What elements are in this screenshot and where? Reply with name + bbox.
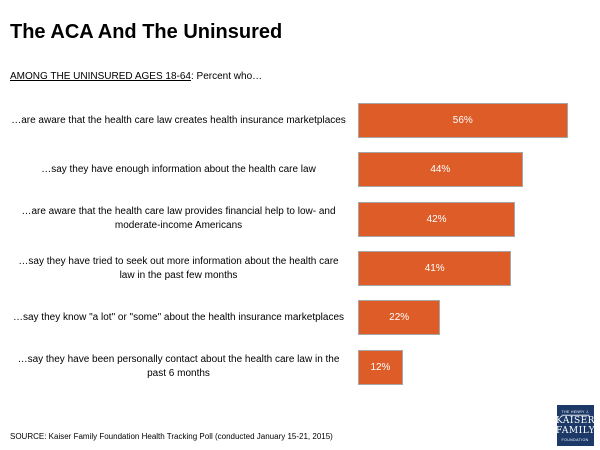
- category-label: …are aware that the health care law creates health insurance marketplaces: [11, 114, 346, 126]
- category-label: …are aware that the health care law provides financial help to low- and moderate-income Americans: [21, 206, 336, 232]
- category-label: …say they have been personally contact about the health care law in the past 6 months: [17, 354, 340, 380]
- chart-row: [10, 293, 590, 342]
- bar: [358, 152, 523, 187]
- bar-track: [358, 103, 590, 138]
- chart-row: [10, 145, 590, 194]
- bar-track: [358, 350, 590, 385]
- bar: [358, 103, 568, 138]
- bar-chart: [10, 96, 590, 392]
- category-label: …say they have enough information about the health care law: [41, 163, 316, 175]
- chart-row: [10, 244, 590, 293]
- subtitle-underlined-text: AMONG THE UNINSURED AGES 18-64: [10, 71, 191, 82]
- page-title: The ACA And The Uninsured: [10, 21, 283, 43]
- bar-track: [358, 251, 590, 286]
- bar: [358, 350, 403, 385]
- logo-line-henry-j: THE HENRY J.: [561, 409, 590, 414]
- bar-value-label: 12%: [370, 361, 391, 373]
- subtitle-rest-text: : Percent who…: [190, 71, 263, 82]
- bar-track: [358, 202, 590, 237]
- bar-value-label: 22%: [389, 312, 410, 324]
- logo-line-family: FAMILY: [555, 425, 596, 436]
- category-label: …say they have tried to seek out more information about the health care law in the past few months: [18, 255, 339, 281]
- bar: [358, 202, 515, 237]
- bar-value-label: 41%: [424, 263, 445, 275]
- chart-row: [10, 96, 590, 145]
- chart-row: [10, 342, 590, 391]
- source-note: SOURCE: Kaiser Family Foundation Health Tracking Poll (conducted January 15-21, 2015): [10, 432, 333, 441]
- logo-line-kaiser: KAISER: [556, 416, 595, 426]
- bar-track: [358, 300, 590, 335]
- chart-row: [10, 195, 590, 244]
- bar: [358, 251, 511, 286]
- kff-logo: [557, 405, 594, 446]
- bar-value-label: 44%: [430, 164, 451, 176]
- bar: [358, 300, 440, 335]
- bar-track: [358, 152, 590, 187]
- category-label: …say they know "a lot" or "some" about the health insurance marketplaces: [12, 311, 345, 323]
- bar-value-label: 42%: [426, 213, 447, 225]
- logo-line-foundation: FOUNDATION: [561, 437, 590, 442]
- bar-value-label: 56%: [452, 115, 473, 127]
- chart-subtitle: [10, 71, 262, 82]
